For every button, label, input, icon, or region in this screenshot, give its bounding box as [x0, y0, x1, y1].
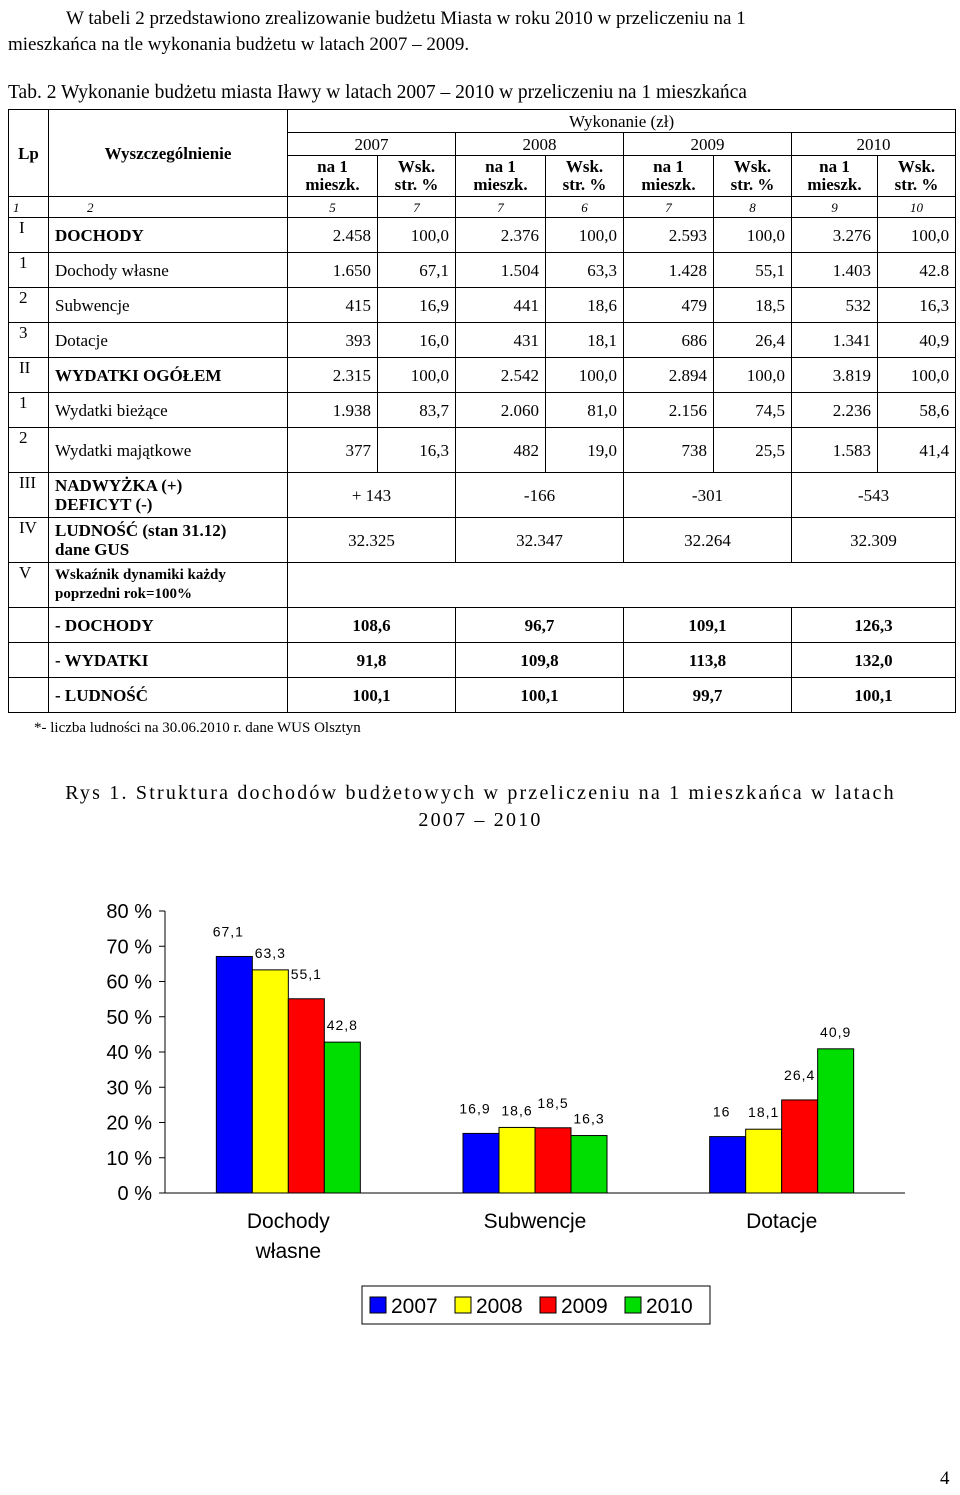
y-tick-label: 0 % — [117, 1183, 152, 1205]
y-tick-label: 20 % — [106, 1112, 152, 1135]
data-label: 18,5 — [537, 1094, 569, 1111]
bar — [746, 1129, 782, 1193]
header-per-capita: na 1 mieszk. — [792, 156, 878, 197]
legend-label: 2008 — [476, 1295, 523, 1318]
bar — [463, 1133, 499, 1193]
table-row: 1 Dochody własne 1.650 67,1 1.504 63,3 1.428 55,1 1.403 42.8 — [9, 253, 956, 288]
data-label: 67,1 — [212, 923, 244, 940]
table-row: 1 Wydatki bieżące 1.938 83,7 2.060 81,0 2.156 74,5 2.236 58,6 — [9, 393, 956, 428]
data-label: 18,1 — [748, 1104, 780, 1121]
data-label: 63,3 — [254, 944, 286, 961]
table-caption: Tab. 2 Wykonanie budżetu miasta Iławy w latach 2007 – 2010 w przeliczeniu na 1 mieszkańca — [8, 82, 747, 103]
legend-label: 2007 — [391, 1295, 438, 1318]
bar — [324, 1042, 360, 1193]
y-tick-label: 10 % — [106, 1147, 152, 1170]
legend-swatch — [370, 1297, 386, 1313]
header-share: Wsk. str. % — [378, 156, 456, 197]
header-per-capita: na 1 mieszk. — [288, 156, 378, 197]
y-tick-label: 70 % — [106, 936, 152, 959]
bar — [499, 1127, 535, 1193]
header-share: Wsk. str. % — [878, 156, 956, 197]
y-tick-label: 30 % — [106, 1077, 152, 1100]
header-year-2010: 2010 — [792, 133, 956, 156]
table-row: I DOCHODY 2.458 100,0 2.376 100,0 2.593 100,0 3.276 100,0 — [9, 218, 956, 253]
table-row: 3 Dotacje 393 16,0 431 18,1 686 26,4 1.341 40,9 — [9, 323, 956, 358]
header-year-2008: 2008 — [456, 133, 624, 156]
x-tick-label: Dochody — [246, 1210, 330, 1233]
y-tick-label: 40 % — [106, 1042, 152, 1064]
bar — [252, 970, 288, 1193]
header-per-capita: na 1 mieszk. — [624, 156, 714, 197]
x-tick-label: Dotacje — [746, 1210, 818, 1233]
y-tick-label: 80 % — [106, 901, 152, 923]
y-tick-label: 60 % — [106, 971, 152, 994]
balance-row: III NADWYŻKA (+) DEFICYT (-) + 143 -166 -301 -543 — [9, 473, 956, 518]
table-row: 2 Subwencje 415 16,9 441 18,6 479 18,5 532 16,3 — [9, 288, 956, 323]
data-label: 18,6 — [501, 1102, 533, 1119]
data-label: 42,8 — [326, 1017, 358, 1034]
data-label: 55,1 — [290, 965, 322, 982]
header-group: Wykonanie (zł) — [288, 110, 956, 133]
header-share: Wsk. str. % — [546, 156, 624, 197]
data-label: 26,4 — [784, 1066, 816, 1083]
legend-swatch — [625, 1297, 641, 1313]
bar — [782, 1100, 818, 1193]
data-label: 16 — [712, 1103, 731, 1120]
legend-label: 2010 — [646, 1295, 693, 1318]
bar — [571, 1136, 607, 1193]
bar — [288, 999, 324, 1193]
data-label: 16,3 — [573, 1110, 605, 1127]
legend-swatch — [455, 1297, 471, 1313]
header-description: Wyszczególnienie — [49, 110, 288, 197]
header-share: Wsk. str. % — [714, 156, 792, 197]
header-per-capita: na 1 mieszk. — [456, 156, 546, 197]
figure-caption: Rys 1. Struktura dochodów budżetowych w przeliczeniu na 1 mieszkańca w latach 2007 – 2010 — [65, 782, 896, 831]
dynamics-header-row: V Wskaźnik dynamiki każdy poprzedni rok=100% — [9, 563, 956, 608]
bar — [818, 1049, 854, 1193]
bar — [710, 1137, 746, 1193]
legend-label: 2009 — [561, 1295, 608, 1318]
x-tick-label: Subwencje — [483, 1210, 587, 1233]
legend-swatch — [540, 1297, 556, 1313]
budget-table — [8, 109, 956, 713]
table-row: 2 Wydatki majątkowe 377 16,3 482 19,0 738 25,5 1.583 41,4 — [9, 428, 956, 473]
bar — [535, 1128, 571, 1193]
dynamics-row: - LUDNOŚĆ 100,1 100,1 99,7 100,1 — [9, 678, 956, 713]
income-structure-chart — [0, 880, 960, 1350]
header-year-2007: 2007 — [288, 133, 456, 156]
bar — [216, 956, 252, 1193]
intro-line-1: W tabeli 2 przedstawiono zrealizowanie budżetu Miasta w roku 2010 w przeliczeniu na 1 — [66, 8, 746, 29]
data-label: 16,9 — [459, 1100, 491, 1117]
page-number: 4 — [940, 1468, 950, 1489]
header-year-2009: 2009 — [624, 133, 792, 156]
header-lp: Lp — [9, 110, 49, 197]
data-label: 40,9 — [820, 1023, 852, 1040]
x-tick-label: własne — [255, 1240, 322, 1263]
population-row: IV LUDNOŚĆ (stan 31.12) dane GUS 32.325 32.347 32.264 32.309 — [9, 518, 956, 563]
intro-line-2: mieszkańca na tle wykonania budżetu w latach 2007 – 2009. — [8, 34, 470, 55]
footnote: *- liczba ludności na 30.06.2010 r. dane WUS Olsztyn — [34, 720, 361, 736]
dynamics-row: - WYDATKI 91,8 109,8 113,8 132,0 — [9, 643, 956, 678]
table-row: II WYDATKI OGÓŁEM 2.315 100,0 2.542 100,0 2.894 100,0 3.819 100,0 — [9, 358, 956, 393]
column-index-row: 1 2 5 7 7 6 7 8 9 10 — [9, 197, 956, 218]
dynamics-row: - DOCHODY 108,6 96,7 109,1 126,3 — [9, 608, 956, 643]
y-tick-label: 50 % — [106, 1006, 152, 1029]
intro-paragraph — [8, 6, 953, 58]
